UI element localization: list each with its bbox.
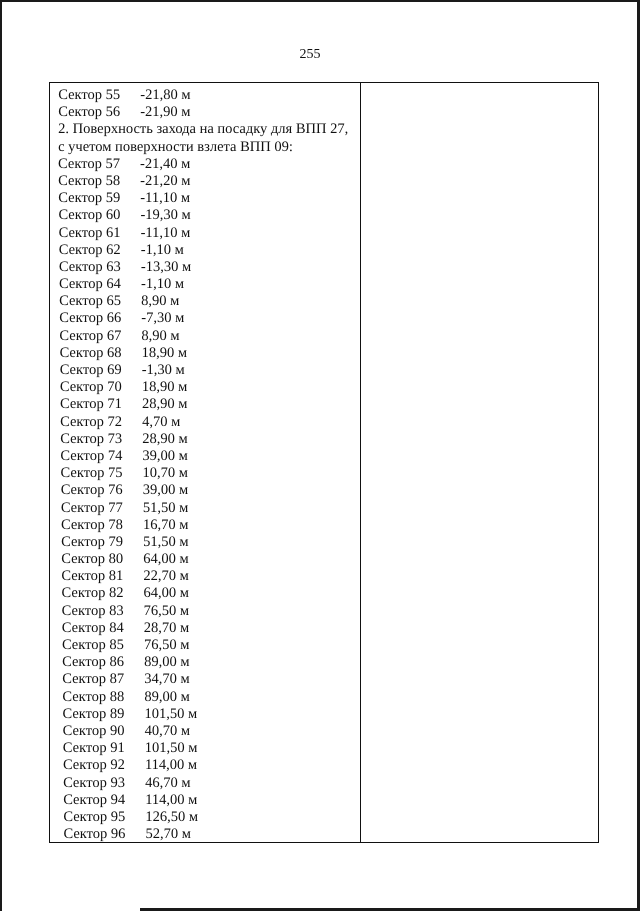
- sector-row: [60, 414, 360, 431]
- sector-value: 76,50 м: [143, 602, 190, 619]
- sector-row: [62, 620, 362, 637]
- sector-row: [62, 671, 362, 688]
- sector-value: 28,90 м: [142, 430, 188, 447]
- sector-label: Сектор 67: [59, 327, 122, 344]
- sector-value: -21,40 м: [140, 155, 191, 172]
- sector-row: [60, 362, 360, 379]
- sector-row: [59, 276, 359, 293]
- sector-row: [60, 431, 360, 448]
- sector-row: [63, 809, 363, 826]
- sector-row: [63, 757, 363, 774]
- sector-row: [63, 826, 363, 843]
- sector-value: 39,00 м: [142, 447, 188, 464]
- sector-label: Сектор 60: [58, 207, 121, 224]
- sector-row: [61, 500, 361, 517]
- sector-value: 64,00 м: [143, 551, 189, 568]
- sector-label: Сектор 61: [58, 224, 121, 241]
- sector-value: -1,10 м: [140, 241, 184, 258]
- sector-row: [62, 585, 362, 602]
- sector-row: [58, 207, 358, 224]
- sector-value: 51,50 м: [143, 533, 189, 550]
- sector-label: Сектор 80: [61, 551, 124, 568]
- sector-label: Сектор 90: [62, 722, 125, 739]
- sector-label: Сектор 78: [60, 516, 123, 533]
- sector-label: Сектор 95: [63, 808, 126, 825]
- sector-value: -21,20 м: [140, 172, 191, 189]
- sector-value: -19,30 м: [140, 207, 191, 224]
- sector-row: [61, 465, 361, 482]
- sector-label: Сектор 57: [58, 155, 121, 172]
- sector-row: [62, 637, 362, 654]
- sector-label: Сектор 87: [62, 671, 125, 688]
- sector-row: [59, 328, 359, 345]
- sector-value: 51,50 м: [142, 499, 189, 516]
- sector-row: [60, 396, 360, 413]
- sector-label: Сектор 86: [62, 654, 125, 671]
- sector-row: [61, 482, 361, 499]
- sector-value: -13,30 м: [140, 258, 192, 275]
- sector-label: Сектор 83: [61, 602, 124, 619]
- sector-label: Сектор 92: [62, 757, 125, 774]
- sector-row: [63, 792, 363, 809]
- sector-row: [60, 448, 360, 465]
- sector-row: [62, 603, 362, 620]
- sector-label: Сектор 76: [60, 482, 123, 499]
- page-number: 255: [299, 47, 321, 62]
- sector-label: Сектор 89: [62, 705, 125, 722]
- sector-label: Сектор 77: [60, 499, 123, 516]
- sector-row: [60, 379, 360, 396]
- sector-label: Сектор 62: [58, 241, 121, 258]
- sector-value: 18,90 м: [141, 344, 188, 361]
- sector-label: Сектор 59: [58, 190, 121, 207]
- sector-label: Сектор 82: [61, 585, 124, 602]
- sector-value: 40,70 м: [144, 722, 191, 739]
- sector-label: Сектор 68: [59, 344, 122, 361]
- sector-value: 76,50 м: [143, 637, 190, 653]
- sector-label: Сектор 72: [60, 413, 123, 430]
- sector-value: -21,90 м: [140, 104, 191, 121]
- sector-value: -1,10 м: [140, 276, 185, 293]
- rows-after-list: [56, 156, 358, 844]
- sector-label: Сектор 88: [62, 688, 125, 705]
- sector-value: 8,90 м: [141, 293, 180, 310]
- section-heading-line-1: 2. Поверхность захода на посадку для ВПП 27,: [58, 121, 349, 138]
- sector-label: Сектор 69: [59, 362, 122, 378]
- sector-label: Сектор 66: [59, 310, 122, 327]
- sector-label: Сектор 84: [61, 619, 124, 636]
- sector-row: [58, 190, 358, 207]
- scan-edge-top: [0, 0, 640, 2]
- sector-label: Сектор 63: [58, 258, 121, 275]
- rows-before-list: [58, 87, 358, 121]
- sector-label: Сектор 91: [62, 740, 125, 757]
- sector-value: 114,00 м: [145, 791, 198, 808]
- sector-value: 101,50 м: [144, 740, 198, 757]
- sector-row: [58, 87, 358, 104]
- sector-value: 16,70 м: [142, 516, 189, 533]
- sector-row: [61, 517, 361, 534]
- sector-row: [58, 173, 358, 190]
- sector-value: 18,90 м: [141, 379, 188, 396]
- sector-row: [61, 551, 361, 568]
- sector-label: Сектор 58: [58, 172, 121, 189]
- sector-value: -21,80 м: [140, 87, 191, 103]
- sector-label: Сектор 79: [61, 533, 124, 550]
- sector-value: -11,10 м: [140, 190, 191, 207]
- sector-row: [63, 740, 363, 757]
- section-heading-line-2: с учетом поверхности взлета ВПП 09:: [58, 138, 293, 155]
- sector-label: Сектор 71: [59, 396, 122, 413]
- sector-label: Сектор 55: [58, 87, 121, 103]
- sector-label: Сектор 73: [60, 430, 123, 447]
- left-column: [56, 87, 359, 843]
- sector-row: [58, 156, 358, 173]
- sector-value: -1,30 м: [141, 362, 185, 378]
- sector-label: Сектор 96: [63, 826, 126, 843]
- sector-row: [59, 259, 359, 276]
- sector-row: [59, 242, 359, 259]
- sector-row: [58, 104, 358, 121]
- sector-value: 39,00 м: [142, 482, 189, 499]
- sector-label: Сектор 56: [58, 104, 121, 121]
- sector-value: 28,70 м: [143, 619, 190, 636]
- sector-value: 64,00 м: [143, 585, 190, 602]
- sector-label: Сектор 70: [59, 379, 122, 396]
- sector-row: [59, 310, 359, 327]
- sector-value: 28,90 м: [141, 396, 188, 413]
- sector-value: 4,70 м: [142, 413, 181, 430]
- sector-value: 46,70 м: [145, 774, 191, 791]
- sector-row: [63, 775, 363, 792]
- sector-row: [59, 293, 359, 310]
- sector-label: Сектор 74: [60, 447, 123, 464]
- sector-row: [63, 723, 363, 740]
- sector-label: Сектор 85: [61, 637, 124, 653]
- sector-row: [60, 345, 360, 362]
- sector-value: 114,00 м: [144, 757, 198, 774]
- sector-value: 89,00 м: [144, 688, 190, 705]
- sector-row: [61, 568, 361, 585]
- sector-row: [62, 689, 362, 706]
- document-table: [49, 82, 599, 843]
- sector-value: -7,30 м: [141, 310, 185, 327]
- sector-value: 101,50 м: [144, 705, 198, 722]
- sector-label: Сектор 94: [63, 791, 126, 808]
- sector-label: Сектор 93: [63, 774, 126, 791]
- sector-label: Сектор 65: [59, 293, 122, 310]
- sector-value: 22,70 м: [143, 568, 189, 585]
- sector-value: 34,70 м: [144, 671, 190, 688]
- sector-value: 8,90 м: [141, 327, 180, 344]
- sector-row: [62, 706, 362, 723]
- sector-label: Сектор 81: [61, 568, 124, 585]
- sector-value: -11,10 м: [140, 224, 191, 241]
- sector-row: [61, 534, 361, 551]
- sector-label: Сектор 64: [58, 276, 121, 293]
- sector-value: 126,50 м: [145, 808, 199, 825]
- sector-value: 89,00 м: [144, 654, 190, 671]
- sector-value: 10,70 м: [142, 465, 189, 482]
- scan-edge-left: [0, 0, 2, 911]
- sector-label: Сектор 75: [60, 465, 123, 482]
- sector-row: [59, 225, 359, 242]
- sector-value: 52,70 м: [145, 826, 191, 843]
- sector-row: [62, 654, 362, 671]
